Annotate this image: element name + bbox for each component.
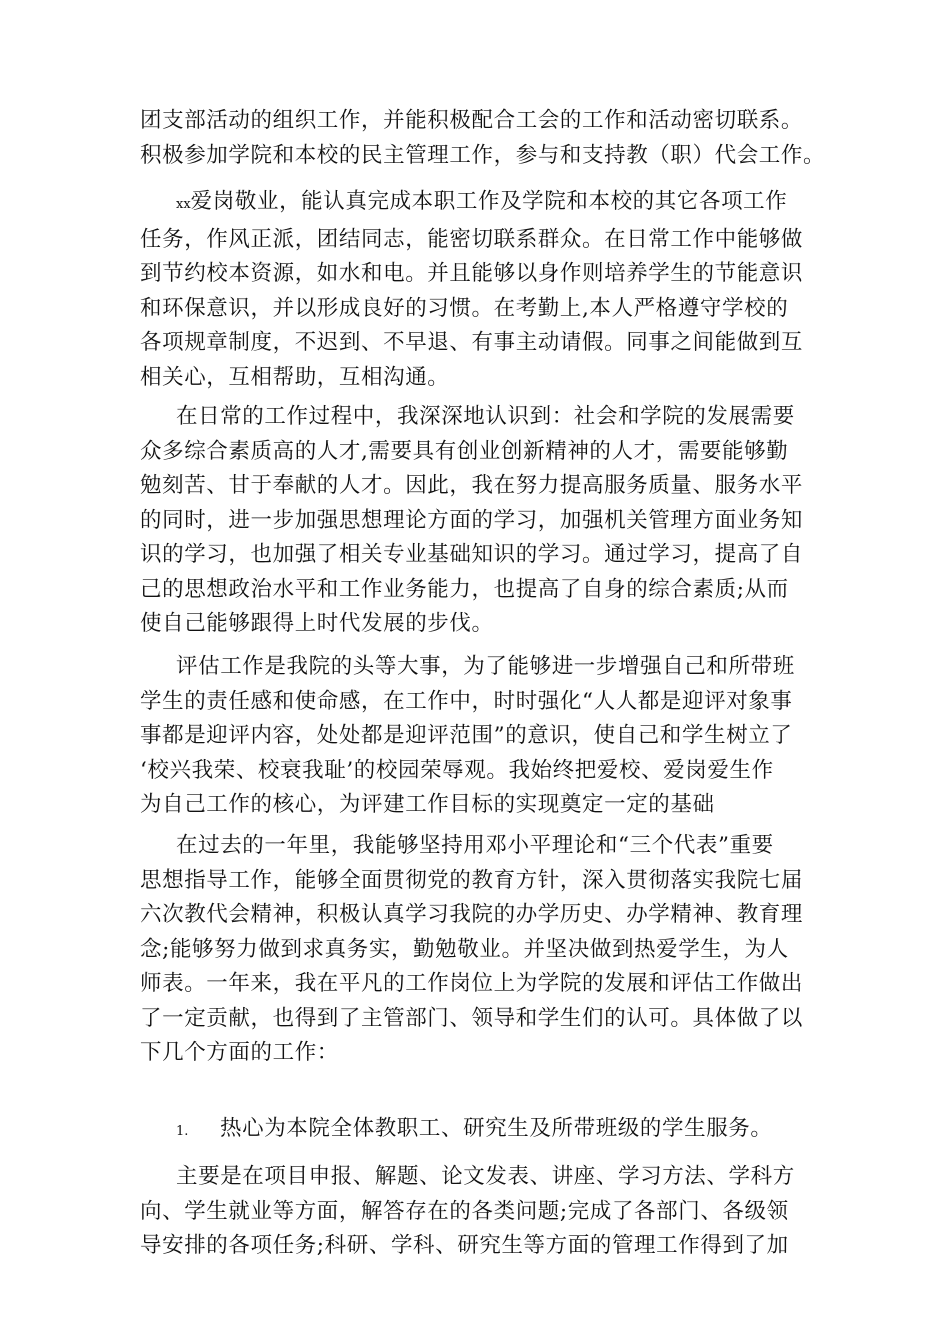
paragraph-continued (140, 104, 826, 173)
text-line: 导安排的各项任务;科研、学科、研究生等方面的管理工作得到了加 (140, 1233, 789, 1258)
text-line: 评估工作是我院的头等大事，为了能够进一步增强自己和所带班 (176, 654, 795, 679)
paragraph-main-work (140, 1160, 820, 1264)
list-number: 1. (176, 1124, 189, 1139)
text-line: 思想指导工作，能够全面贯彻党的教育方针，深入贯彻落实我院七届 (140, 867, 804, 893)
text-line: 六次教代会精神，积极认真学习我院的办学历史、办学精神、教育理 (140, 902, 804, 927)
paragraph-evaluation (140, 650, 820, 823)
text-line (140, 1112, 820, 1150)
list-item-1 (140, 1112, 820, 1150)
text-segment: 爱岗敬业，能认真完成本职工作及学院和本校的其它各项工作 (190, 189, 788, 214)
text-line: 主要是在项目申报、解题、论文发表、讲座、学习方法、学科方 (176, 1164, 795, 1189)
text-line: 在过去的一年里，我能够坚持用邓小平理论和“三个代表”重要 (176, 833, 774, 858)
text-line: 事都是迎评内容，处处都是迎评范围”的意识，使自己和学生树立了 (140, 723, 793, 748)
text-line: 向、学生就业等方面，解答存在的各类问题;完成了各部门、各级领 (140, 1198, 789, 1224)
text-line: 各项规章制度，不迟到、不早退、有事主动请假。同事之间能做到互 (140, 330, 804, 355)
text-line: 学生的责任感和使命感，在工作中，时时强化“人人都是迎评对象事 (140, 688, 793, 714)
text-line: 使自己能够跟得上时代发展的步伐。 (140, 611, 494, 636)
text-line: 积极参加学院和本校的民主管理工作，参与和支持教（职）代会工作。 (140, 142, 826, 168)
paragraph-past-year (140, 829, 820, 1071)
text-line (140, 185, 820, 223)
text-line: 在日常的工作过程中，我深深地认识到：社会和学院的发展需要 (176, 404, 795, 429)
text-line: 相关心，互相帮助，互相沟通。 (140, 364, 450, 390)
text-line: ‘校兴我荣、校衰我耻’的校园荣辱观。我始终把爱校、爱岗爱生作 (140, 757, 774, 783)
name-placeholder: xx (176, 197, 191, 212)
text-line: 到节约校本资源，如水和电。并且能够以身作则培养学生的节能意识 (140, 261, 804, 286)
text-line: 念;能够努力做到求真务实，勤勉敬业。并坚决做到热爱学生，为人 (140, 936, 789, 962)
text-line: 勉刻苦、甘于奉献的人才。因此，我在努力提高服务质量、服务水平 (140, 473, 804, 498)
text-line: 了一定贡献，也得到了主管部门、领导和学生们的认可。具体做了以 (140, 1005, 804, 1031)
text-line: 众多综合素质高的人才,需要具有创业创新精神的人才，需要能够勤 (140, 438, 789, 464)
text-line: 下几个方面的工作： (140, 1040, 339, 1065)
text-line: 和环保意识，并以形成良好的习惯。在考勤上,本人严格遵守学校的 (140, 295, 789, 321)
paragraph-learning (140, 400, 820, 642)
text-line: 识的学习，也加强了相关专业基础知识的学习。通过学习，提高了自 (140, 542, 804, 567)
text-line: 的同时，进一步加强思想理论方面的学习，加强机关管理方面业务知 (140, 507, 804, 533)
list-item-text: 热心为本院全体教职工、研究生及所带班级的学生服务。 (220, 1116, 773, 1141)
text-line: 任务，作风正派，团结同志，能密切联系群众。在日常工作中能够做 (140, 226, 804, 252)
text-line: 师表。一年来，我在平凡的工作岗位上为学院的发展和评估工作做出 (140, 971, 804, 996)
text-line: 团支部活动的组织工作，并能积极配合工会的工作和活动密切联系。 (140, 108, 804, 133)
text-line: 己的思想政治水平和工作业务能力，也提高了自身的综合素质;从而 (140, 576, 789, 602)
paragraph-work-attitude (140, 185, 820, 395)
text-line: 为自己工作的核心，为评建工作目标的实现奠定一定的基础 (140, 792, 715, 817)
